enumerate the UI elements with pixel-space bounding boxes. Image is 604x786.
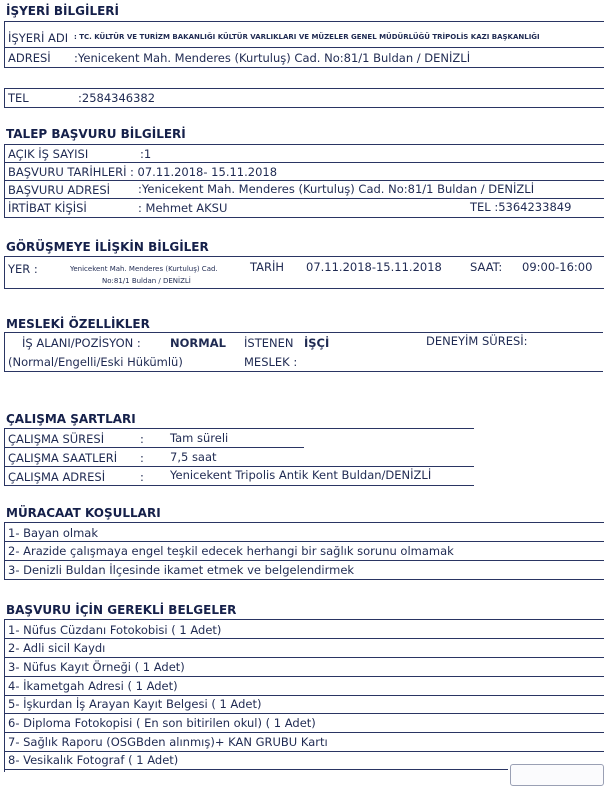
working-row-sep: : bbox=[140, 470, 144, 484]
profession-bottom-rule bbox=[4, 371, 603, 372]
documents-rule bbox=[4, 751, 604, 752]
working-top-rule bbox=[4, 428, 474, 429]
conditions-bottom-rule bbox=[4, 579, 604, 580]
application-rule-3 bbox=[4, 198, 604, 199]
document-item: 4- İkametgah Adresi ( 1 Adet) bbox=[8, 679, 178, 693]
documents-rule bbox=[4, 732, 604, 733]
conditions-rule-1 bbox=[4, 541, 604, 542]
requested-profession-label: İSTENEN bbox=[244, 336, 294, 350]
employer-tel-value: :2584346382 bbox=[78, 91, 156, 105]
conditions-section-title: MÜRACAAT KOŞULLARI bbox=[6, 506, 161, 520]
working-left-rule bbox=[4, 428, 5, 486]
documents-top-rule bbox=[4, 619, 604, 620]
page-corner-overlay bbox=[510, 764, 604, 786]
conditions-top-rule bbox=[4, 522, 604, 523]
employer-name-label: İŞYERİ ADI bbox=[8, 31, 69, 45]
employer-row-rule bbox=[4, 47, 604, 48]
conditions-left-rule bbox=[4, 522, 5, 580]
profession-top-rule bbox=[4, 332, 603, 333]
condition-item: 1- Bayan olmak bbox=[8, 526, 98, 540]
application-address-value: :Yenicekent Mah. Menderes (Kurtuluş) Cad. No:81/1 Buldan / DENİZLİ bbox=[138, 182, 535, 196]
requested-profession-value: İŞÇİ bbox=[304, 336, 330, 350]
documents-rule bbox=[4, 695, 604, 696]
interview-date-value: 07.11.2018-15.11.2018 bbox=[306, 260, 442, 274]
conditions-rule-2 bbox=[4, 560, 604, 561]
working-row-label: ÇALIŞMA SAATLERİ bbox=[8, 451, 118, 465]
position-value: NORMAL bbox=[170, 336, 226, 350]
document-item: 1- Nüfus Cüzdanı Fotokobisi ( 1 Adet) bbox=[8, 623, 222, 637]
employer-left-rule bbox=[4, 21, 5, 68]
interview-time-label: SAAT: bbox=[470, 260, 503, 274]
employer-address-label: ADRESİ bbox=[8, 51, 51, 65]
working-rule-1 bbox=[4, 447, 304, 448]
application-rule-1 bbox=[4, 162, 604, 163]
application-rule-2 bbox=[4, 180, 604, 181]
interview-place-line2: No:81/1 Buldan / DENİZLİ bbox=[102, 277, 191, 285]
contact-value: : Mehmet AKSU bbox=[138, 201, 228, 215]
document-item: 6- Diploma Fotokopisi ( En son bitirilen okul) ( 1 Adet) bbox=[8, 716, 316, 730]
interview-place-line1: Yenicekent Mah. Menderes (Kurtuluş) Cad. bbox=[70, 265, 218, 273]
contact-tel: TEL :5364233849 bbox=[470, 200, 572, 214]
working-row-sep: : bbox=[140, 432, 144, 446]
document-item: 7- Sağlık Raporu (OSGBden alınmış)+ KAN GRUBU Kartı bbox=[8, 735, 328, 749]
employer-section-title: İŞYERİ BİLGİLERİ bbox=[6, 4, 119, 18]
employer-name-value: : TC. KÜLTÜR VE TURİZM BAKANLIĞI KÜLTÜR VARLIKLARI VE MÜZELER GENEL MÜDÜRLÜĞÜ TRİPOLİS KAZI BAŞKANLIĞI bbox=[74, 33, 540, 41]
documents-rule bbox=[4, 676, 604, 677]
employer-top-rule bbox=[4, 21, 604, 22]
working-row-label: ÇALIŞMA ADRESİ bbox=[8, 470, 106, 484]
application-address-label: BAŞVURU ADRESİ bbox=[8, 183, 111, 197]
position-note: (Normal/Engelli/Eski Hükümlü) bbox=[8, 355, 183, 369]
profession-left-rule bbox=[4, 332, 5, 372]
working-row-value: Tam süreli bbox=[170, 431, 229, 445]
experience-label: DENEYİM SÜRESİ: bbox=[426, 334, 528, 348]
documents-rule bbox=[4, 657, 604, 658]
document-item: 3- Nüfus Kayıt Örneği ( 1 Adet) bbox=[8, 660, 185, 674]
interview-time-value: 09:00-16:00 bbox=[522, 260, 593, 274]
employer-address-value: :Yenicekent Mah. Menderes (Kurtuluş) Cad. No:81/1 Buldan / DENİZLİ bbox=[74, 51, 471, 65]
interview-place-label: YER : bbox=[8, 262, 38, 276]
working-row-value: Yenicekent Tripolis Antik Kent Buldan/DENİZLİ bbox=[170, 468, 432, 482]
condition-item: 3- Denizli Buldan İlçesinde ikamet etmek ve belgelendirmek bbox=[8, 563, 355, 577]
document-item: 8- Vesikalık Fotograf ( 1 Adet) bbox=[8, 753, 179, 767]
working-bottom-rule bbox=[4, 485, 474, 486]
document-item: 2- Adli sicil Kaydı bbox=[8, 641, 106, 655]
working-section-title: ÇALIŞMA ŞARTLARI bbox=[6, 412, 136, 426]
document-item: 5- İşkurdan İş Arayan Kayıt Belgesi ( 1 Adet) bbox=[8, 697, 262, 711]
working-row-value: 7,5 saat bbox=[170, 450, 217, 464]
application-dates-label: BAŞVURU TARİHLERİ bbox=[8, 165, 127, 179]
working-row-label: ÇALIŞMA SÜRESİ bbox=[8, 432, 105, 446]
requested-profession-label-2: MESLEK : bbox=[244, 355, 298, 369]
interview-section-title: GÖRÜŞMEYE İLİŞKİN BİLGİLER bbox=[6, 240, 209, 254]
employer-tel-label: TEL bbox=[8, 91, 29, 105]
profession-section-title: MESLEKİ ÖZELLİKLER bbox=[6, 317, 150, 331]
contact-label: İRTİBAT KİŞİSİ bbox=[8, 201, 87, 215]
application-dates-value: : 07.11.2018- 15.11.2018 bbox=[130, 165, 278, 179]
open-jobs-label: AÇIK İŞ SAYISI bbox=[8, 147, 89, 161]
working-rule-2 bbox=[4, 466, 474, 467]
documents-rule bbox=[4, 638, 604, 639]
open-jobs-value: :1 bbox=[140, 147, 152, 161]
working-row-sep: : bbox=[140, 451, 144, 465]
interview-date-label: TARİH bbox=[250, 260, 285, 274]
documents-rule bbox=[4, 713, 604, 714]
application-section-title: TALEP BAŞVURU BİLGİLERİ bbox=[6, 127, 186, 141]
employer-bottom-rule bbox=[4, 67, 604, 68]
documents-section-title: BAŞVURU İÇİN GEREKLİ BELGELER bbox=[6, 603, 237, 617]
documents-bottom-rule bbox=[4, 769, 508, 770]
condition-item: 2- Arazide çalışmaya engel teşkil edecek herhangi bir sağlık sorunu olmamak bbox=[8, 544, 454, 558]
position-label: İŞ ALANI/POZİSYON : bbox=[22, 336, 141, 350]
